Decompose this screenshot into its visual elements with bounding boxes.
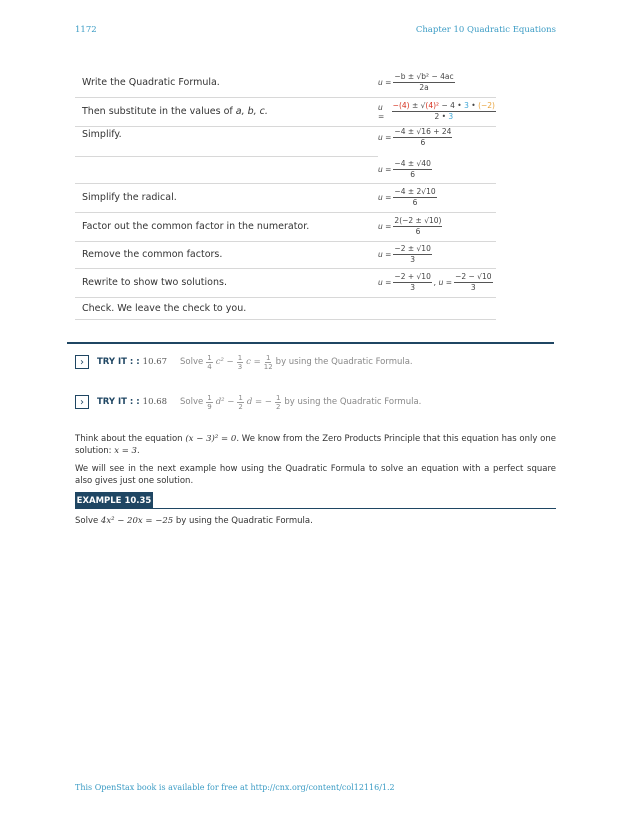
example-problem: Solve 4x² − 20x = −25 by using the Quadratic Formula. (75, 516, 313, 526)
step-desc (75, 156, 378, 183)
step-row (75, 183, 496, 212)
step-math: u = $\frac{2(-2 \pm √10)}{6}$ (378, 212, 496, 241)
math-fraction: $\frac{-4 \pm 2√10}{6}$ (394, 187, 436, 207)
chevron-right-icon[interactable]: › (75, 395, 89, 409)
step-desc: Simplify. (75, 126, 378, 156)
try-it-problem: Solve $\frac{1}{4}$ c² − $\frac{1}{3}$ c = $\frac{1}{12}$ by using the Quadratic Formula. (180, 353, 413, 371)
math-fraction: $\frac{-2 + √10}{3}$ (394, 272, 431, 292)
math-fraction: $\frac{\text{−(4) ± √(4)² − 4 • 3 • (−2)}}{2 • 3}$ (392, 101, 495, 121)
step-math: u = $\frac{-4 \pm √40}{6}$ (378, 156, 496, 183)
step-math: u = $\frac{-4 \pm 2√10}{6}$ (378, 183, 496, 212)
step-desc: Write the Quadratic Formula. (75, 68, 378, 97)
math-fraction: $\frac{\text{−b ± √b² − 4ac}}{2a}$ (394, 71, 454, 92)
chevron-right-icon[interactable]: › (75, 355, 89, 369)
step-row (75, 212, 496, 241)
math-fraction: $\frac{-2 - √10}{3}$ (455, 272, 492, 292)
step-row (75, 297, 496, 319)
try-it-10-68: › TRY IT : : 10.68 Solve $\frac{1}{9}$ d² − $\frac{1}{2}$ d = − $\frac{1}{2}$ by using the Quadratic Formula. (75, 395, 167, 409)
try-it-problem: Solve $\frac{1}{9}$ d² − $\frac{1}{2}$ d = − $\frac{1}{2}$ by using the Quadratic Formula. (180, 393, 422, 411)
step-row (75, 268, 496, 297)
paragraph-next-example: We will see in the next example how using the Quadratic Formula to solve an equation with a perfect square also gives just one solution. (75, 464, 556, 486)
math-fraction: $\frac{-4 \pm √16 + 24}{6}$ (394, 126, 452, 147)
step-math: u = $\frac{-4 \pm √16 + 24}{6}$ (378, 126, 452, 147)
section-divider (67, 342, 554, 344)
step-row (75, 126, 496, 156)
footer-note: This OpenStax book is available for free at http://cnx.org/content/col12116/1.2 (75, 783, 395, 792)
step-row (75, 97, 496, 126)
step-desc: Check. We leave the check to you. (75, 297, 378, 319)
step-row (75, 68, 496, 97)
math-var: u = (378, 77, 392, 87)
math-fraction: $\frac{-4 \pm √40}{6}$ (394, 158, 431, 179)
step-math: u = $\frac{-2 \pm √10}{3}$ (378, 241, 496, 268)
math-fraction: $\frac{2(-2 \pm √10)}{6}$ (394, 216, 442, 236)
step-desc: Simplify the radical. (75, 183, 378, 212)
step-math: u = $\frac{-2 + √10}{3}$ , u = $\frac{-2 - √10}{3}$ (378, 268, 496, 297)
step-desc: Remove the common factors. (75, 241, 378, 268)
page-number: 1172 (75, 25, 97, 35)
step-desc: Then substitute in the values of a, b, c. (75, 97, 378, 126)
example-banner: EXAMPLE 10.35 (75, 492, 153, 509)
chapter-title: Chapter 10 Quadratic Equations (415, 25, 556, 35)
step-math (378, 68, 496, 97)
math-var: u = (378, 102, 385, 121)
step-desc: Factor out the common factor in the numerator. (75, 212, 378, 241)
step-desc: Rewrite to show two solutions. (75, 268, 378, 297)
example-rule (75, 508, 556, 509)
try-it-10-67: › TRY IT : : 10.67 Solve $\frac{1}{4}$ c² − $\frac{1}{3}$ c = $\frac{1}{12}$ by using the Quadratic Formula. (75, 355, 167, 369)
solution-steps-table (75, 68, 496, 320)
step-row (75, 156, 496, 183)
paragraph-zero-products: Think about the equation (x − 3)² = 0. We know from the Zero Products Principle that this equation has only one solution: x = 3. (75, 434, 556, 456)
math-fraction: $\frac{-2 \pm √10}{3}$ (394, 244, 431, 264)
step-math (378, 97, 496, 126)
step-row (75, 241, 496, 268)
